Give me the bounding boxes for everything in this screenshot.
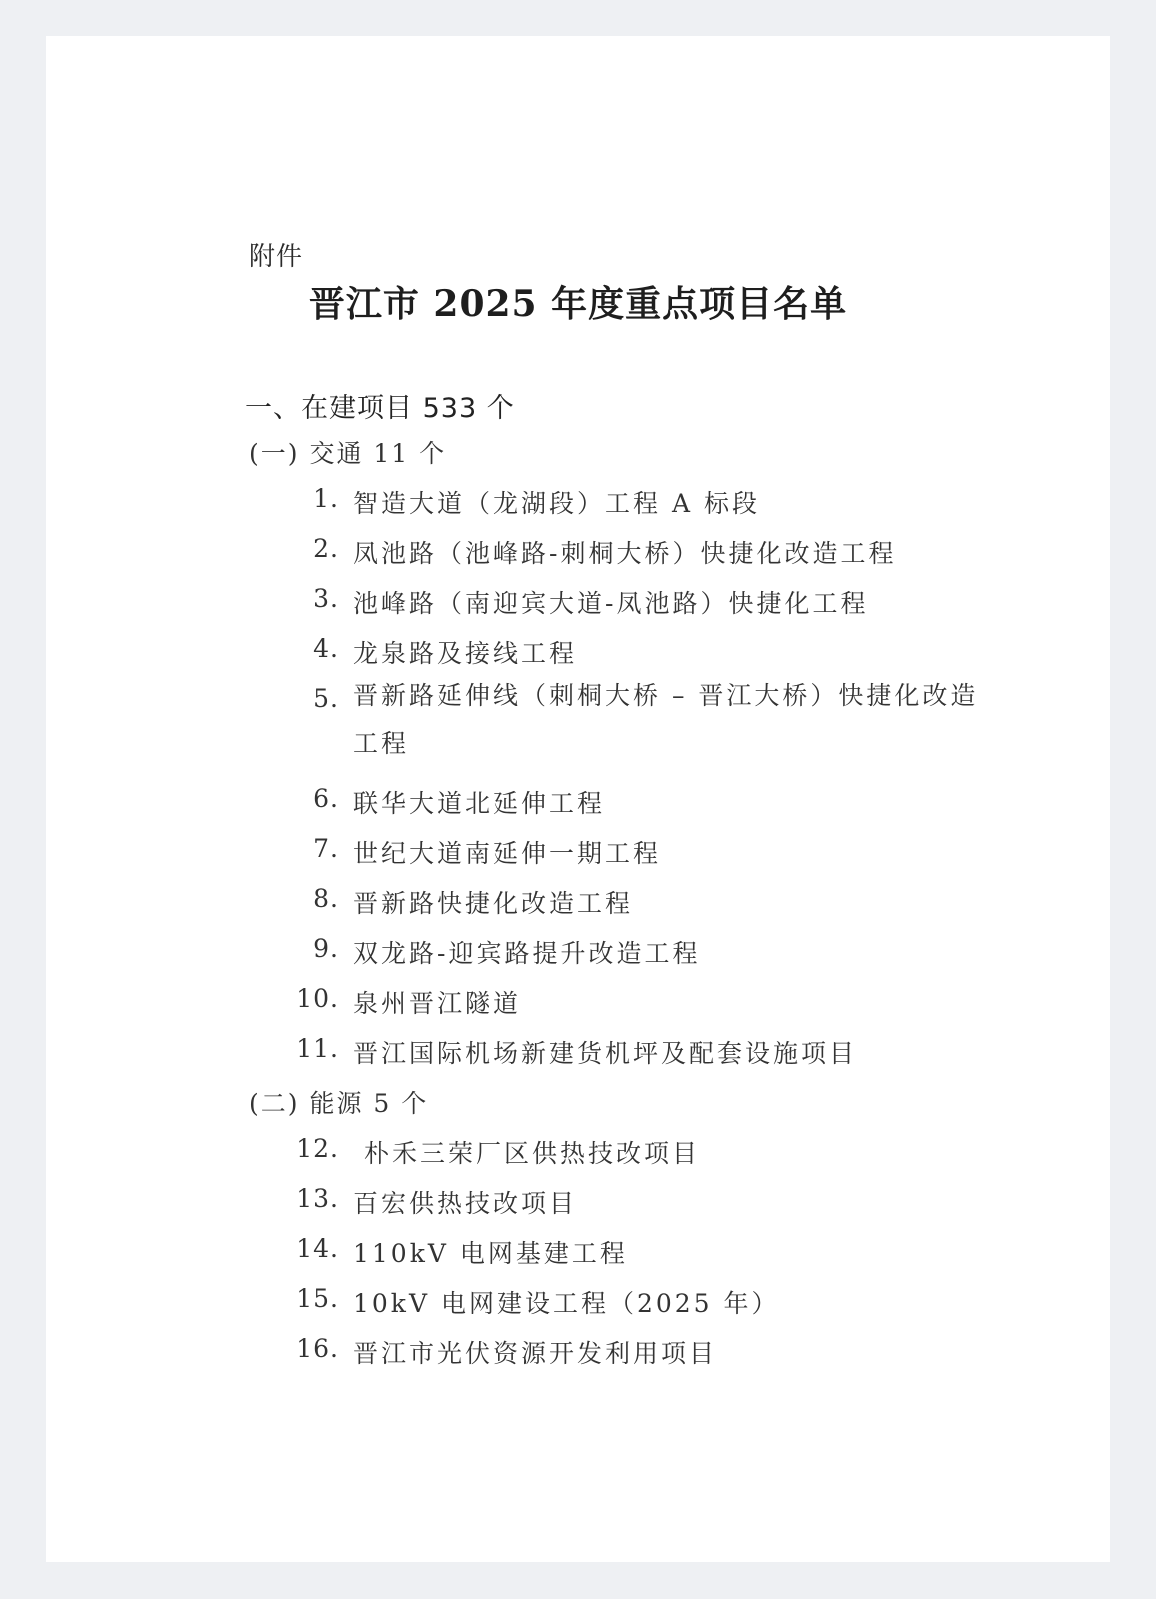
list-item	[313, 672, 1003, 768]
list-item-number: 4.	[313, 634, 339, 663]
list-item	[313, 584, 869, 620]
list-item	[296, 1334, 718, 1370]
list-item	[313, 784, 606, 820]
list-item-text: 凤池路（池峰路-刺桐大桥）快捷化改造工程	[353, 539, 897, 568]
document-page	[46, 36, 1110, 1562]
list-item-number: 1.	[313, 484, 339, 513]
list-item	[296, 1234, 628, 1270]
list-item	[313, 834, 662, 870]
list-item-text: 晋江国际机场新建货机坪及配套设施项目	[353, 1039, 858, 1068]
list-item	[313, 484, 760, 520]
list-item-text: 晋江市光伏资源开发利用项目	[353, 1339, 718, 1368]
list-item	[313, 934, 701, 970]
list-item-number: 3.	[313, 584, 339, 613]
list-item-number: 15.	[296, 1284, 339, 1313]
subsection-heading-energy: (二) 能源 5 个	[249, 1089, 429, 1118]
list-item-text: 晋新路快捷化改造工程	[353, 889, 634, 918]
list-item-text: 双龙路-迎宾路提升改造工程	[353, 939, 701, 968]
list-item-number: 16.	[296, 1334, 339, 1363]
list-item	[296, 1284, 780, 1320]
list-item-number: 7.	[313, 834, 339, 863]
list-item-number: 10.	[296, 984, 339, 1013]
list-item	[296, 984, 522, 1020]
list-item-number: 8.	[313, 884, 339, 913]
list-item	[313, 634, 578, 670]
list-item-text: 池峰路（南迎宾大道-凤池路）快捷化工程	[353, 589, 869, 618]
list-item	[313, 534, 897, 570]
list-item-number: 11.	[296, 1034, 339, 1063]
list-item-number: 5.	[313, 684, 339, 713]
list-item-text: 百宏供热技改项目	[353, 1189, 578, 1218]
list-item-number: 6.	[313, 784, 339, 813]
list-item	[296, 1034, 858, 1070]
list-item-text: 智造大道（龙湖段）工程 A 标段	[353, 489, 760, 518]
list-item	[313, 884, 634, 920]
document-title: 晋江市 2025 年度重点项目名单	[308, 283, 848, 325]
list-item-text: 联华大道北延伸工程	[353, 789, 606, 818]
list-item	[296, 1134, 700, 1170]
list-item-number: 2.	[313, 534, 339, 563]
list-item-text: 110kV 电网基建工程	[353, 1239, 628, 1268]
attachment-label: 附件	[249, 242, 304, 272]
list-item-number: 9.	[313, 934, 339, 963]
list-item-number: 12.	[296, 1134, 339, 1163]
list-item-text: 龙泉路及接线工程	[353, 639, 578, 668]
list-item-number: 14.	[296, 1234, 339, 1263]
list-item-number: 13.	[296, 1184, 339, 1213]
list-item-text: 朴禾三荣厂区供热技改项目	[353, 1139, 700, 1168]
list-item-text: 世纪大道南延伸一期工程	[353, 839, 662, 868]
list-item-text: 10kV 电网建设工程（2025 年）	[353, 1289, 780, 1318]
list-item-text: 泉州晋江隧道	[353, 989, 522, 1018]
section-heading: 一、在建项目 533 个	[245, 393, 515, 424]
subsection-heading-transport: (一) 交通 11 个	[249, 439, 447, 468]
list-item-text: 晋新路延伸线（刺桐大桥 – 晋江大桥）快捷化改造工程	[353, 681, 979, 758]
list-item	[296, 1184, 578, 1220]
